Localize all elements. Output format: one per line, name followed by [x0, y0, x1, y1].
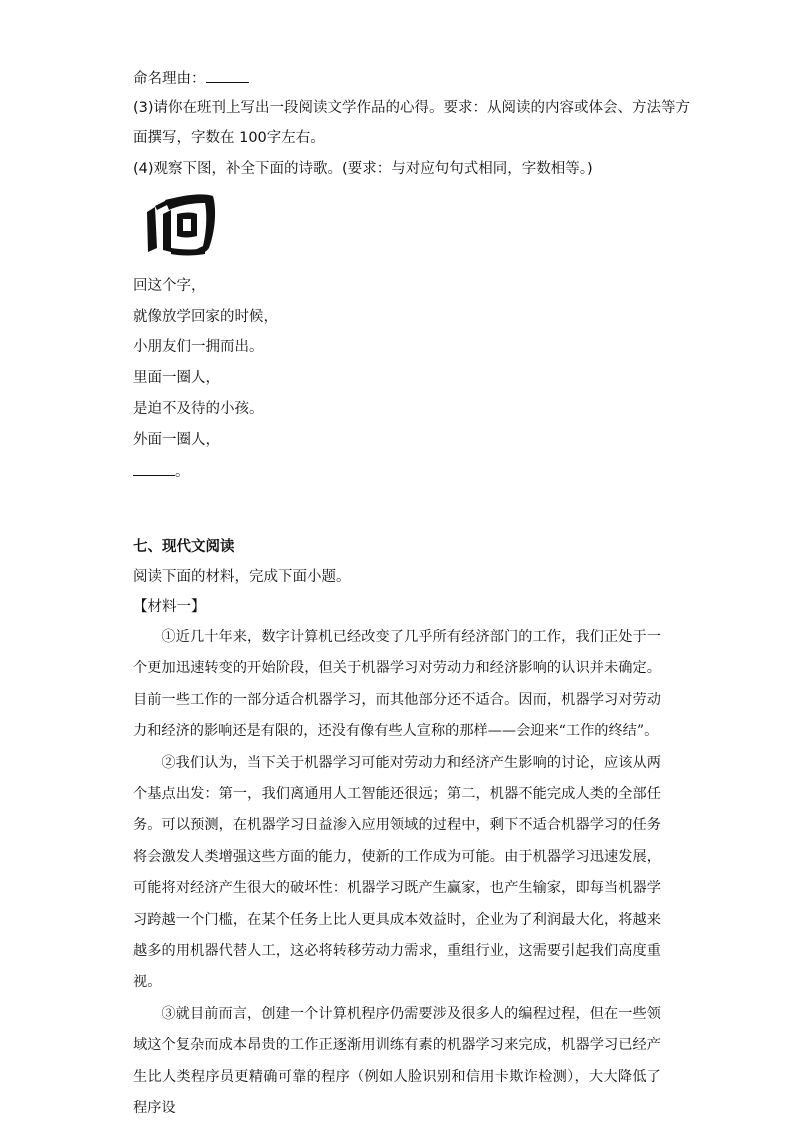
question-4: (4)观察下图，补全下面的诗歌。(要求：与对应句句式相同，字数相等。) [133, 161, 593, 177]
question-3-line-1: (3)请你在班刊上写出一段阅读文学作品的心得。要求：从阅读的内容或体会、方法等方 [133, 100, 691, 116]
naming-reason-line [133, 68, 249, 89]
poem-line-2: 就像放学回家的时候， [133, 309, 278, 325]
poem-line-end: 。 [175, 464, 190, 480]
poem-line-5: 是迫不及待的小孩。 [133, 401, 264, 417]
poem-line-6: 外面一圈人， [133, 432, 220, 448]
answer-blank[interactable] [206, 68, 249, 83]
poem-line-1: 回这个字， [133, 278, 206, 294]
calligraphy-hui-character-image [143, 190, 219, 260]
section-title: 七、现代文阅读 [133, 539, 235, 555]
material-body [133, 622, 661, 1125]
poem-line-4: 里面一圈人， [133, 370, 220, 386]
naming-reason-label: 命名理由： [133, 71, 206, 87]
material-label: 【材料一】 [133, 599, 206, 615]
poem-line-3: 小朋友们一拥而出。 [133, 339, 264, 355]
poem-answer-blank[interactable] [133, 461, 175, 476]
reading-instruction: 阅读下面的材料，完成下面小题。 [133, 569, 351, 585]
paragraph-1: ①近几十年来，数字计算机已经改变了几乎所有经济部门的工作，我们正处于一个更加迅速转变的开始阶段，但关于机器学习对劳动力和经济影响的认识并未确定。目前一些工作的一部分适合机器学习，而其他部分还不适合。因而，机器学习对劳动力和经济的影响还是有限的，还没有像有些人宣称的那样——会迎来“工作的终结”。 [133, 629, 661, 740]
poem-line-7 [133, 461, 190, 482]
question-3-line-2: 面撰写，字数在 100字左右。 [133, 130, 325, 146]
paragraph-3: ③就目前而言，创建一个计算机程序仍需要涉及很多人的编程过程，但在一些领域这个复杂而成本昂贵的工作正逐渐用训练有素的机器学习来完成，机器学习已经产生比人类程序员更精确可靠的程序（例如人脸识别和信用卡欺诈检测），大大降低了程序设 [133, 1005, 661, 1117]
paragraph-2: ②我们认为，当下关于机器学习可能对劳动力和经济产生影响的讨论，应该从两个基点出发：第一，我们离通用人工智能还很远；第二，机器不能完成人类的全部任务。可以预测，在机器学习日益渗入应用领域的过程中，剩下不适合机器学习的任务将会激发人类增强这些方面的能力，使新的工作成为可能。由于机器学习迅速发展，可能将对经济产生很大的破坏性：机器学习既产生赢家，也产生输家，即每当机器学习跨越一个门槛，在某个任务上比人更具成本效益时，企业为了利润最大化，将越来越多的用机器代替人工，这必将转移劳动力需求，重组行业，这需要引起我们高度重视。 [133, 754, 661, 991]
